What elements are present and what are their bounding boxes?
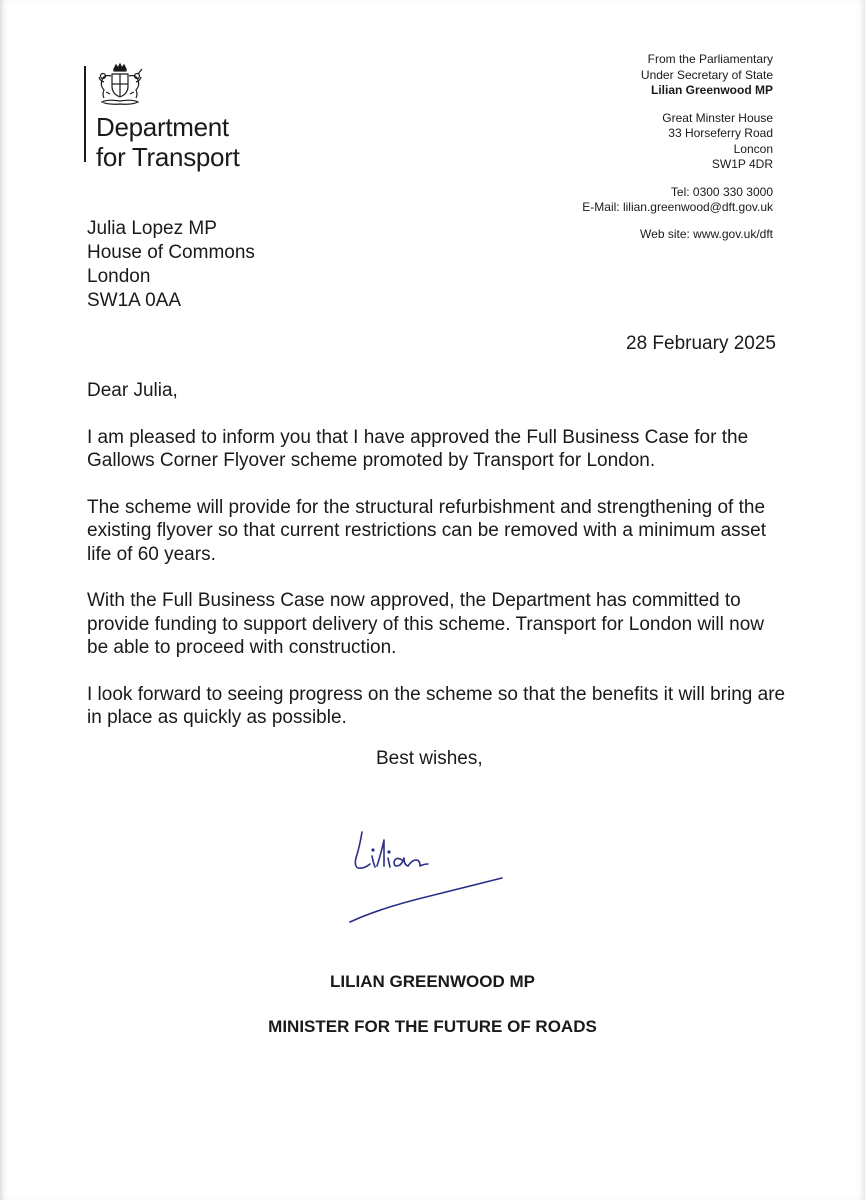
letter-date: 28 February 2025 (626, 333, 776, 354)
sender-address-line2: 33 Horseferry Road (668, 126, 773, 140)
handwritten-signature (340, 820, 520, 930)
sender-block (453, 52, 773, 242)
salutation: Dear Julia, (87, 380, 178, 401)
logo-divider (84, 66, 86, 162)
recipient-line3: SW1A 0AA (87, 290, 181, 311)
sender-from-line1: From the Parliamentary (647, 52, 773, 66)
recipient-address (87, 217, 255, 313)
sender-tel: Tel: 0300 330 3000 (670, 184, 773, 199)
sender-address-line1: Great Minster House (662, 110, 773, 125)
paragraph-4: I look forward to seeing progress on the scheme so that the benefits it will bring are in place as quickly as possible. (87, 683, 786, 728)
sender-address-line4: SW1P 4DR (711, 157, 773, 171)
letter-body (87, 379, 787, 753)
signatory-name: LILIAN GREENWOOD MP (330, 972, 535, 991)
paragraph-3: With the Full Business Case now approved, the Department has committed to provide funding to support delivery of this scheme. Transport for London will now be able to proceed with construction. (87, 590, 764, 658)
logo-text-line2: for Transport (96, 142, 240, 172)
logo-text-line1: Department (96, 112, 229, 142)
department-logo (84, 62, 284, 172)
sender-from-line2: Under Secretary of State (640, 67, 773, 82)
recipient-name: Julia Lopez MP (87, 218, 217, 239)
recipient-line1: House of Commons (87, 242, 255, 263)
recipient-line2: London (87, 266, 151, 287)
royal-coat-of-arms-icon (94, 62, 146, 108)
sender-email: E-Mail: lilian.greenwood@dft.gov.uk (582, 200, 773, 214)
sender-website: Web site: www.gov.uk/dft (640, 226, 773, 241)
closing: Best wishes, (376, 748, 483, 769)
sender-minister-name: Lilian Greenwood MP (650, 83, 773, 97)
paragraph-2: The scheme will provide for the structural refurbishment and strengthening of the existing flyover so that current restrictions can be removed with a minimum asset life of 60 years. (87, 496, 766, 565)
sender-address-line3: Loncon (733, 141, 773, 156)
signatory-title: MINISTER FOR THE FUTURE OF ROADS (268, 1017, 597, 1036)
paragraph-1: I am pleased to inform you that I have approved the Full Business Case for the Gallows Corner Flyover scheme promoted by Transport for London. (87, 426, 749, 471)
